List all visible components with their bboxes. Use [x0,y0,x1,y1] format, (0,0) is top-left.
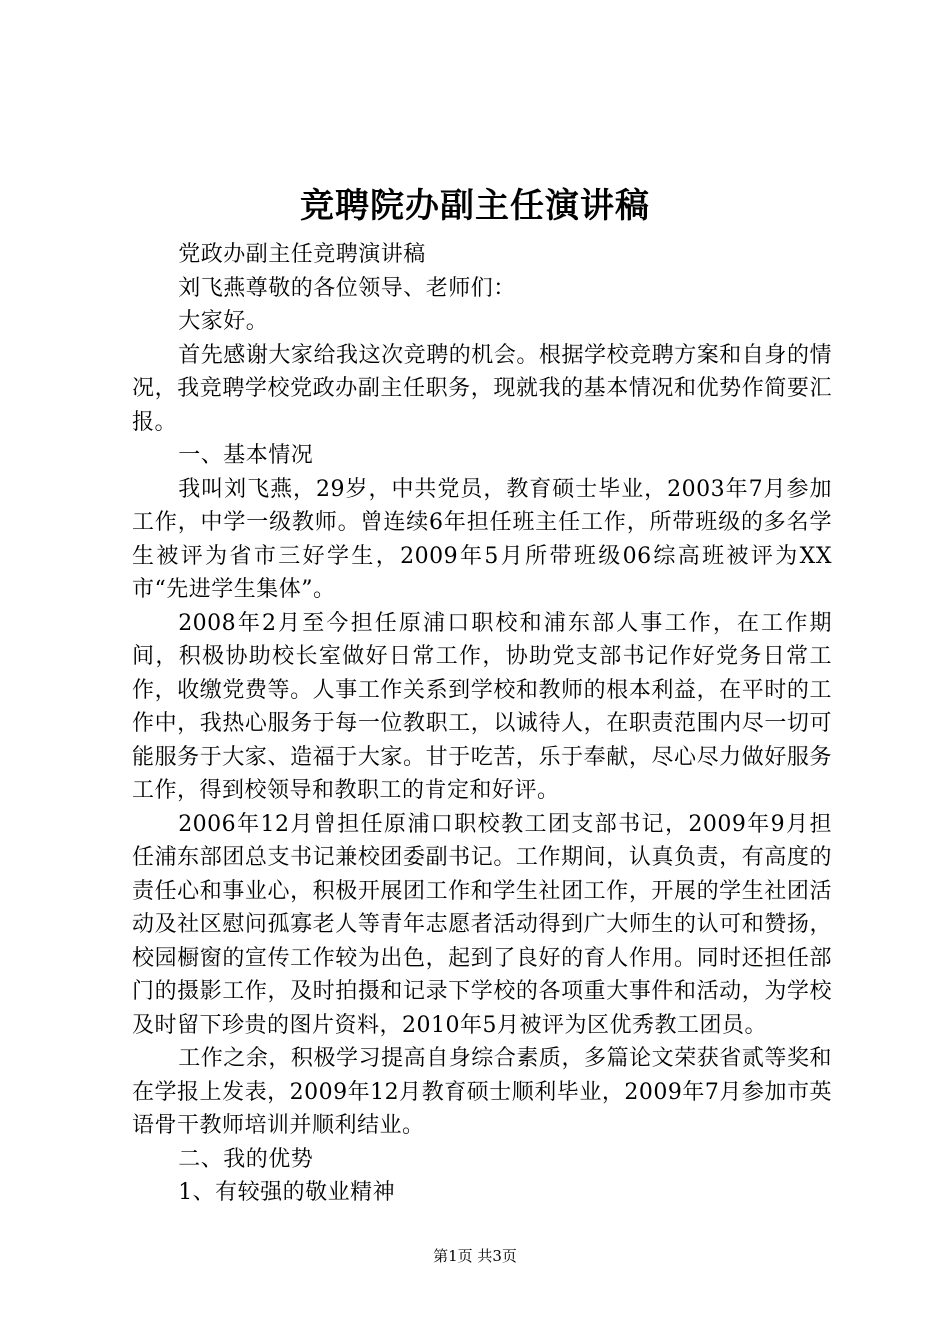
paragraph-basic-info: 我叫刘飞燕，29岁，中共党员，教育硕士毕业，2003年7月参加工作，中学一级教师。曾连续6年担任班主任工作，所带班级的多名学生被评为省市三好学生，2009年5月所带班级06综高班被评为XX市“先进学生集体”。 [132,476,832,602]
paragraph-salutation: 刘飞燕尊敬的各位领导、老师们： [178,275,516,301]
section-heading-advantages: 二、我的优势 [178,1146,314,1172]
paragraph-greeting: 大家好。 [178,309,269,334]
paragraph-subtitle: 党政办副主任竞聘演讲稿 [178,242,426,267]
paragraph-league-work: 2006年12月曾担任原浦口职校教工团支部书记，2009年9月担任浦东部团总支书记兼校团委副书记。工作期间，认真负责，有高度的责任心和事业心，积极开展团工作和学生社团工作，开展的学生社团活动及社区慰问孤寡老人等青年志愿者活动得到广大师生的认可和赞扬，校园橱窗的宣传工作较为出色，起到了良好的育人作用。同时还担任部门的摄影工作，及时拍摄和记录下学校的各项重大事件和活动，为学校及时留下珍贵的图片资料，2010年5月被评为区优秀教工团员。 [132,811,832,1038]
document-body [132,238,832,1210]
page-footer: 第1页 共3页 [433,1247,517,1265]
paragraph-intro: 首先感谢大家给我这次竞聘的机会。根据学校竞聘方案和自身的情况，我竞聘学校党政办副主任职务，现就我的基本情况和优势作简要汇报。 [132,342,832,435]
document-title: 竞聘院办副主任演讲稿 [300,186,650,226]
list-item-advantage-1: 1、有较强的敬业精神 [178,1180,396,1205]
section-heading-basic-info: 一、基本情况 [178,443,314,468]
paragraph-personnel-work: 2008年2月至今担任原浦口职校和浦东部人事工作，在工作期间，积极协助校长室做好日常工作，协助党支部书记作好党务日常工作，收缴党费等。人事工作关系到学校和教师的根本利益，在平时的工作中，我热心服务于每一位教职工，以诚待人，在职责范围内尽一切可能服务于大家、造福于大家。甘于吃苦，乐于奉献，尽心尽力做好服务工作，得到校领导和教职工的肯定和好评。 [132,610,832,803]
paragraph-study: 工作之余，积极学习提高自身综合素质，多篇论文荣获省贰等奖和在学报上发表，2009年12月教育硕士顺利毕业，2009年7月参加市英语骨干教师培训并顺利结业。 [132,1046,832,1138]
